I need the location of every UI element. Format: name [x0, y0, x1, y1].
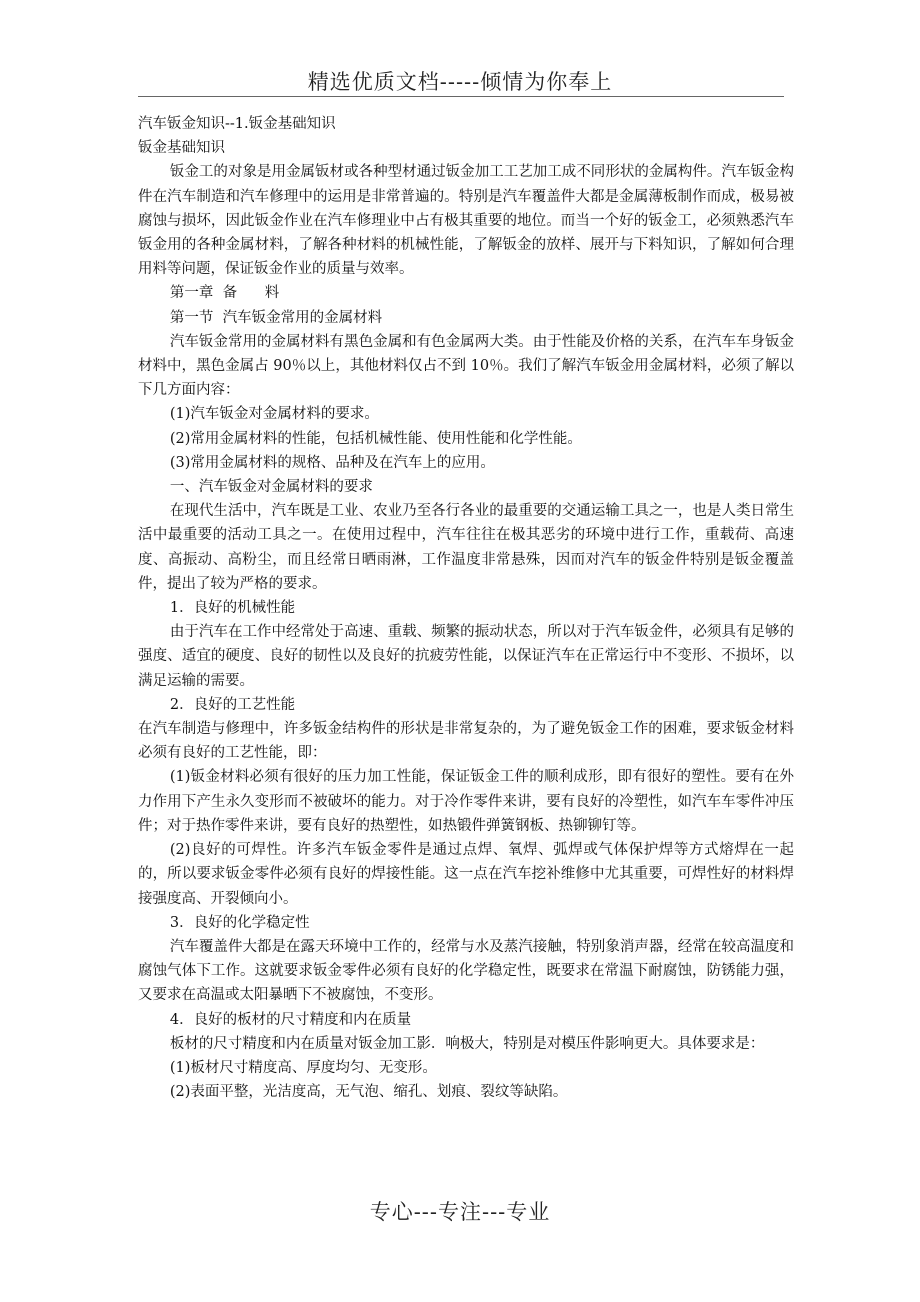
page-header: 精选优质文档-----倾情为你奉上: [307, 70, 613, 94]
plate-quality-paragraph: 板材的尺寸精度和内在质量对钣金加工影．响极大，特别是对模压件影响更大。具体要求是：: [169, 1035, 765, 1052]
part1-paragraph: 在现代生活中，汽车既是工业、农业乃至各行各业的最重要的交通运输工具之一，也是人类日常生活中最重要的活动工具之一。在使用过程中，汽车往往在极其恶劣的环境中进行工作，重载荷、高速度、高振动、高粉尘，而且经常日晒雨淋，工作温度非常悬殊，因而对汽车的钣金件特别是钣金覆盖件，提出了较为严格的要求。: [138, 503, 794, 592]
list-item: (2)常用金属材料的性能，包括机械性能、使用性能和化学性能。: [169, 430, 582, 447]
chemical-paragraph: 汽车覆盖件大都是在露天环境中工作的，经常与水及蒸汽接触，特别象消声器，经常在较高温度和腐蚀气体下工作。这就要求钣金零件必须有良好的化学稳定性，既要求在常温下耐腐蚀，防锈能力强，又要求在高温或太阳暴晒下不被腐蚀，不变形。: [138, 938, 794, 1004]
chapter-heading: 第一章 备 料: [169, 285, 280, 302]
subheading-chemical: 3．良好的化学稳定性: [169, 914, 310, 931]
section-heading: 第一节 汽车钣金常用的金属材料: [169, 309, 383, 326]
mechanical-paragraph: 由于汽车在工作中经常处于高速、重载、频繁的振动状态，所以对于汽车钣金件，必须具有足够的强度、适宜的硬度、良好的韧性以及良好的抗疲劳性能，以保证汽车在正常运行中不变形、不损坏，以满足运输的需要。: [138, 624, 794, 689]
section-intro-paragraph: 汽车钣金常用的金属材料有黑色金属和有色金属两大类。由于性能及价格的关系，在汽车车身钣金材料中，黑色金属占 90％以上，其他材料仅占不到 10％。我们了解汽车钣金用金属材料，必须了解以下几方面内容：: [138, 333, 794, 399]
header-divider: [138, 96, 784, 97]
document-body: [138, 112, 794, 1104]
document-subtitle: 钣金基础知识: [138, 140, 225, 157]
process-point-2: (2)良好的可焊性。许多汽车钣金零件是通过点焊、氧焊、弧焊或气体保护焊等方式熔焊在一起的，所以要求钣金零件必须有良好的焊接性能。这一点在汽车挖补维修中尤其重要，可焊性好的材料焊接强度高、开裂倾向小。: [138, 842, 794, 907]
intro-paragraph: 钣金工的对象是用金属钣材或各种型材通过钣金加工工艺加工成不同形状的金属构件。汽车钣金构件在汽车制造和汽车修理中的运用是非常普遍的。特别是汽车覆盖件大都是金属薄板制作而成，极易被腐蚀与损坏，因此钣金作业在汽车修理业中占有极其重要的地位。而当一个好的钣金工，必须熟悉汽车钣金用的各种金属材料，了解各种材料的机械性能，了解钣金的放样、展开与下料知识，了解如何合理用料等问题，保证钣金作业的质量与效率。: [138, 164, 794, 278]
page-footer: 专心---专注---专业: [369, 1200, 551, 1224]
part1-heading: 一、汽车钣金对金属材料的要求: [169, 479, 373, 496]
list-item: (1)汽车钣金对金属材料的要求。: [169, 406, 379, 423]
subheading-process: 2．良好的工艺性能: [169, 696, 296, 713]
document-title: 汽车钣金知识--1.钣金基础知识: [138, 116, 336, 132]
list-item: (2)表面平整，光洁度高，无气泡、缩孔、划痕、裂纹等缺陷。: [169, 1084, 568, 1101]
process-paragraph: 在汽车制造与修理中，许多钣金结构件的形状是非常复杂的，为了避免钣金工作的困难，要求钣金材料必须有良好的工艺性能，即：: [138, 721, 794, 762]
subheading-plate-quality: 4．良好的板材的尺寸精度和内在质量: [169, 1011, 412, 1028]
subheading-mechanical: 1．良好的机械性能: [169, 600, 296, 617]
list-item: (1)板材尺寸精度高、厚度均匀、无变形。: [169, 1059, 437, 1076]
list-item: (3)常用金属材料的规格、品种及在汽车上的应用。: [169, 454, 495, 471]
process-point-1: (1)钣金材料必须有很好的压力加工性能，保证钣金工件的顺利成形，即有很好的塑性。要有在外力作用下产生永久变形而不被破坏的能力。对于冷作零件来讲，要有良好的冷塑性，如汽车车零件冲压件；对于热作零件来讲，要有良好的热塑性，如热锻件弹簧钢板、热铆铆钉等。: [138, 769, 794, 834]
